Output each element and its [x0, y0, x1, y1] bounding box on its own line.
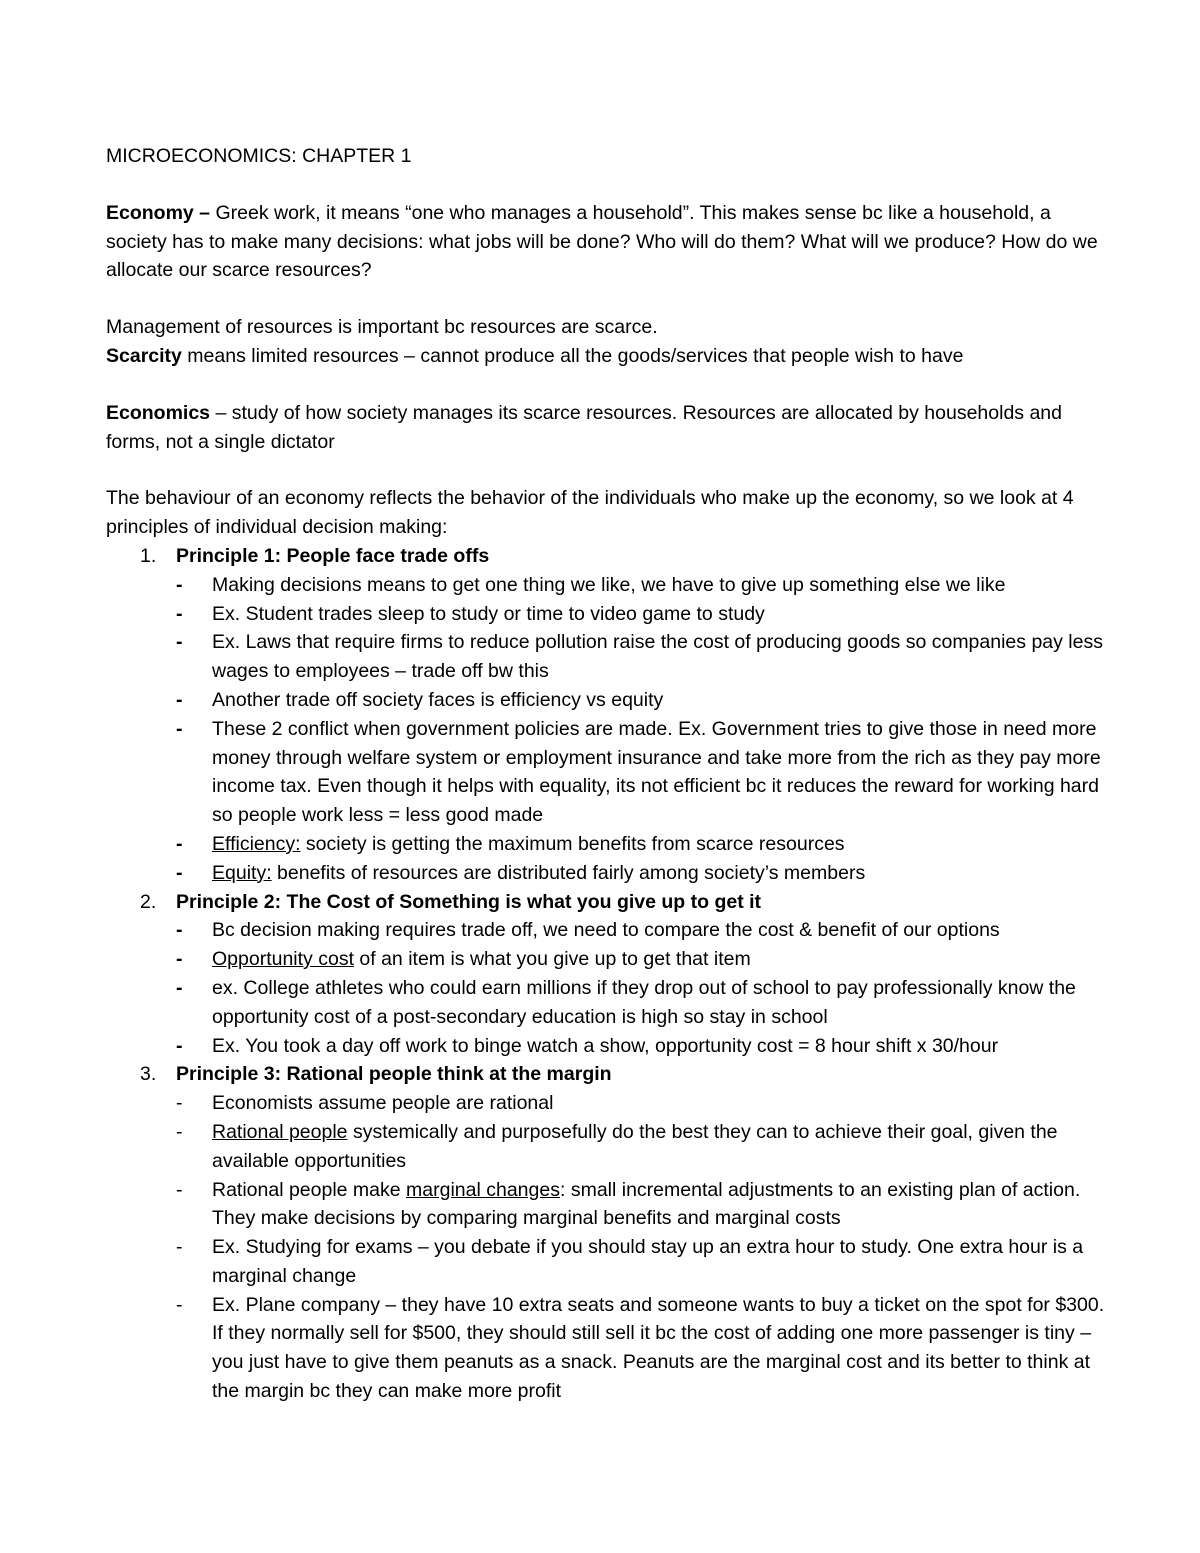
bullet-text: Rational people make — [212, 1178, 407, 1201]
management-paragraph: Management of resources is important bc resources are scarce. — [106, 316, 658, 339]
principle-number: 3. — [140, 1063, 157, 1086]
dash-bullet: - — [176, 631, 183, 654]
principles-list — [106, 542, 1106, 1406]
economics-text: – study of how society manages its scarce resources. Resources are allocated by households and forms, not a single dictator — [106, 401, 1063, 453]
bullet-item — [176, 1291, 1106, 1406]
dash-bullet: - — [176, 948, 183, 971]
dash-bullet: - — [176, 919, 183, 942]
bullet-item — [176, 859, 1106, 888]
bullet-text: society is getting the maximum benefits from scarce resources — [300, 832, 845, 855]
economics-paragraph — [106, 399, 1106, 457]
bullet-text: Making decisions means to get one thing we like, we have to give up something else we like — [212, 573, 1006, 596]
bullet-item — [176, 1032, 1106, 1061]
dash-bullet: - — [176, 688, 183, 711]
underlined-term: Opportunity cost — [212, 948, 354, 971]
underlined-term: Efficiency: — [212, 832, 301, 855]
economy-term: Economy – — [106, 201, 211, 224]
behaviour-paragraph: The behaviour of an economy reflects the behavior of the individuals who make up the economy, so we look at 4 principles of individual decision making: — [106, 487, 1074, 539]
principle-title: Principle 1: People face trade offs — [176, 544, 490, 567]
bullet-text: Ex. Studying for exams – you debate if you should stay up an extra hour to study. One extra hour is a marginal change — [212, 1236, 1084, 1287]
document-page — [106, 142, 1106, 1406]
bullet-text: Bc decision making requires trade off, we need to compare the cost & benefit of our options — [212, 919, 1000, 942]
principle-item — [106, 888, 1106, 1061]
principle-item — [106, 542, 1106, 888]
bullet-text: of an item is what you give up to get that item — [353, 948, 751, 971]
bullet-item — [176, 830, 1106, 859]
bullet-item — [176, 686, 1106, 715]
bullet-text: Ex. You took a day off work to binge watch a show, opportunity cost = 8 hour shift x 30/hour — [212, 1034, 999, 1057]
bullet-text: : small incremental adjustments to an existing plan of action. They make decisions by comparing marginal benefits and marginal costs — [212, 1178, 1081, 1230]
dash-bullet: - — [176, 1293, 183, 1316]
dash-bullet: - — [176, 1092, 183, 1115]
bullet-text: Ex. Student trades sleep to study or time to video game to study — [212, 602, 765, 625]
principle-bullets — [140, 571, 1106, 888]
underlined-term: Rational people — [212, 1120, 348, 1143]
underlined-term: marginal changes — [406, 1178, 560, 1201]
scarcity-text: means limited resources – cannot produce all the goods/services that people wish to have — [181, 344, 964, 367]
principle-bullets — [140, 916, 1106, 1060]
bullet-text: ex. College athletes who could earn millions if they drop out of school to pay professionally know the opportunity cost of a post-secondary education is high so stay in school — [212, 976, 1076, 1028]
economy-text: Greek work, it means “one who manages a household”. This makes sense bc like a household, a society has to make many decisions: what jobs will be done? Who will do them? What will we produce? How do we allocate our scarce resources? — [106, 201, 1098, 282]
bullet-text: Another trade off society faces is efficiency vs equity — [212, 688, 664, 711]
bullet-text: benefits of resources are distributed fairly among society’s members — [271, 861, 866, 884]
document-title: MICROECONOMICS: CHAPTER 1 — [106, 145, 412, 167]
dash-bullet: - — [176, 976, 183, 999]
principle-title: Principle 2: The Cost of Something is what you give up to get it — [176, 890, 762, 913]
bullet-item — [176, 1089, 1106, 1118]
bullet-text: These 2 conflict when government policies are made. Ex. Government tries to give those in need more money through welfare system or employment insurance and take more from the rich as they pay more income tax. Even though it helps with equality, its not efficient bc it reduces the reward for working hard so people work less = less good made — [212, 717, 1101, 827]
bullet-item — [176, 1233, 1106, 1291]
principle-number: 1. — [140, 544, 157, 567]
dash-bullet: - — [176, 573, 183, 596]
principle-item — [106, 1060, 1106, 1406]
underlined-term: Equity: — [212, 861, 272, 884]
dash-bullet: - — [176, 1236, 183, 1259]
bullet-item — [176, 571, 1106, 600]
dash-bullet: - — [176, 1034, 183, 1057]
bullet-item — [176, 1118, 1106, 1176]
bullet-item — [176, 600, 1106, 629]
bullet-text: Economists assume people are rational — [212, 1092, 554, 1115]
dash-bullet: - — [176, 602, 183, 625]
scarcity-paragraph — [106, 342, 1106, 371]
bullet-item — [176, 628, 1106, 686]
principle-number: 2. — [140, 890, 157, 913]
principle-title: Principle 3: Rational people think at the margin — [176, 1063, 612, 1086]
bullet-item — [176, 1176, 1106, 1234]
economics-term: Economics — [106, 401, 211, 424]
dash-bullet: - — [176, 832, 183, 855]
bullet-item — [176, 945, 1106, 974]
dash-bullet: - — [176, 717, 183, 740]
bullet-text: Ex. Plane company – they have 10 extra seats and someone wants to buy a ticket on the spot for $300. If they normally sell for $500, they should still sell it bc the cost of adding one more passenger is tiny – you just have to give them peanuts as a snack. Peanuts are the marginal cost and its better to think at the margin bc they can make more profit — [212, 1293, 1105, 1403]
dash-bullet: - — [176, 861, 183, 884]
dash-bullet: - — [176, 1120, 183, 1143]
scarcity-term: Scarcity — [106, 344, 182, 367]
bullet-text: systemically and purposefully do the best they can to achieve their goal, given the available opportunities — [212, 1120, 1058, 1172]
principle-bullets — [140, 1089, 1106, 1406]
bullet-item — [176, 916, 1106, 945]
bullet-text: Ex. Laws that require firms to reduce pollution raise the cost of producing goods so companies pay less wages to employees – trade off bw this — [212, 631, 1103, 683]
bullet-item — [176, 974, 1106, 1032]
bullet-item — [176, 715, 1106, 830]
dash-bullet: - — [176, 1178, 183, 1201]
economy-paragraph — [106, 199, 1106, 285]
